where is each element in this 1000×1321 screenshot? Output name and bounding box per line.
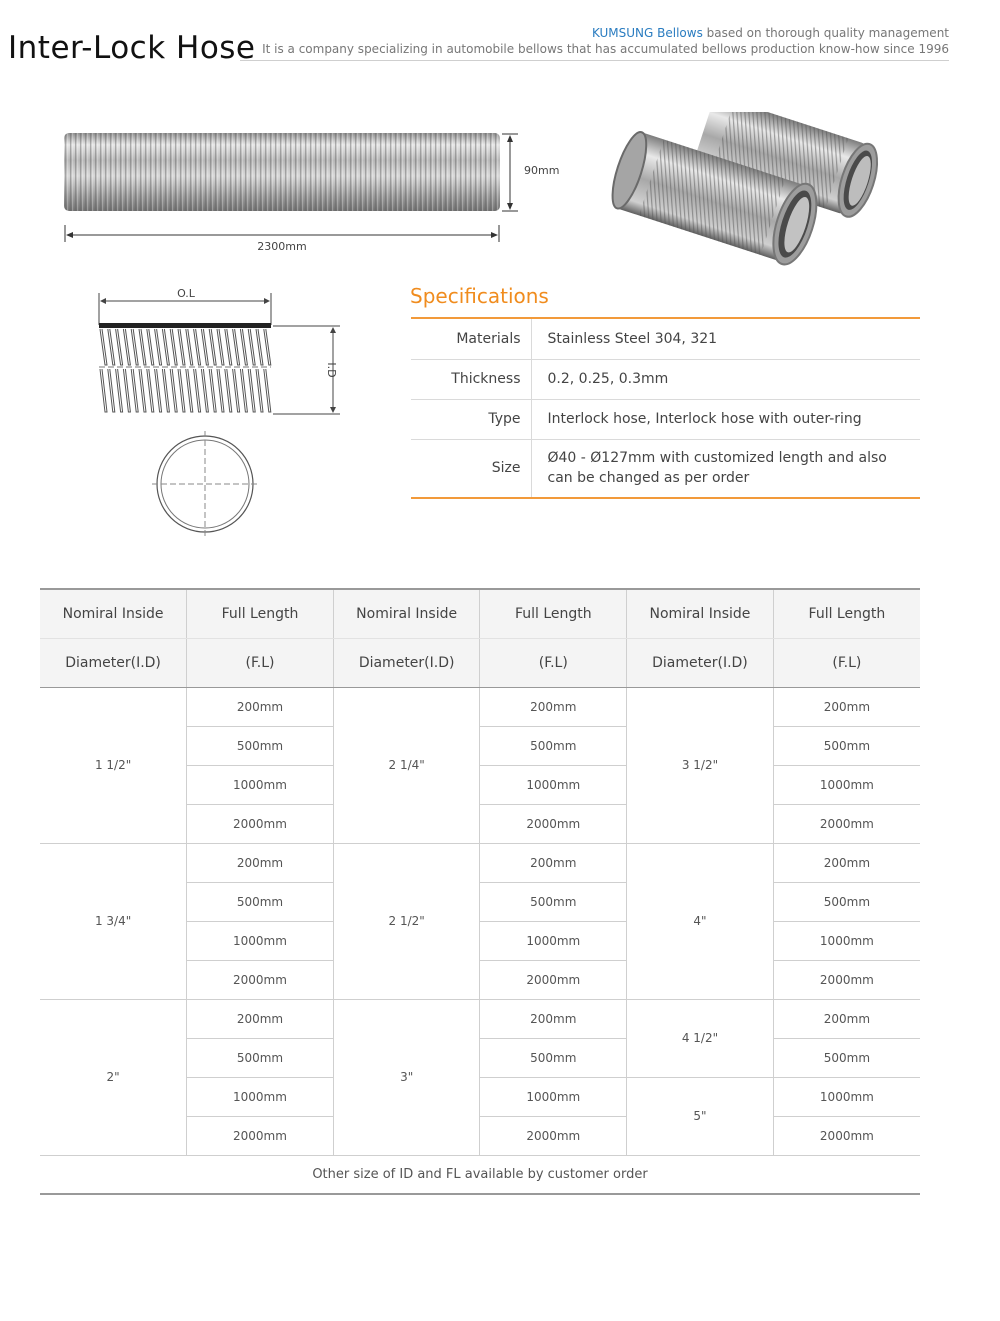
header-cell: Nomiral Inside xyxy=(40,589,187,638)
length-cell: 2000mm xyxy=(187,804,334,843)
length-cell: 200mm xyxy=(480,999,627,1038)
spec-value: Ø40 - Ø127mm with customized length and also can be changed as per order xyxy=(547,450,887,487)
header-cell: Diameter(I.D) xyxy=(333,638,480,687)
height-label: 90mm xyxy=(524,164,560,177)
length-cell: 200mm xyxy=(187,687,334,726)
length-cell: 1000mm xyxy=(773,921,920,960)
diameter-cell: 3" xyxy=(333,999,480,1155)
table-row xyxy=(40,999,920,1038)
length-cell: 1000mm xyxy=(773,765,920,804)
company-tagline xyxy=(262,25,949,57)
table-note: Other size of ID and FL available by customer order xyxy=(40,1155,920,1194)
spec-label: Type xyxy=(411,399,531,439)
diameter-cell: 4 1/2" xyxy=(627,999,774,1077)
spec-label: Size xyxy=(411,439,531,498)
length-cell: 500mm xyxy=(480,1038,627,1077)
spec-value: Stainless Steel 304, 321 xyxy=(531,318,920,359)
size-table xyxy=(40,588,920,1195)
header-cell: (F.L) xyxy=(480,638,627,687)
header-cell: (F.L) xyxy=(773,638,920,687)
size-table-header-bottom xyxy=(40,638,920,687)
length-cell: 500mm xyxy=(187,1038,334,1077)
length-cell: 1000mm xyxy=(480,1077,627,1116)
length-label: 2300mm xyxy=(257,240,307,253)
length-cell: 500mm xyxy=(773,882,920,921)
header-cell: (F.L) xyxy=(187,638,334,687)
diameter-cell: 2 1/2" xyxy=(333,843,480,999)
length-cell: 200mm xyxy=(187,843,334,882)
length-cell: 2000mm xyxy=(773,960,920,999)
diameter-cell: 4" xyxy=(627,843,774,999)
diameter-cell: 1 3/4" xyxy=(40,843,187,999)
length-cell: 2000mm xyxy=(187,1116,334,1155)
length-cell: 200mm xyxy=(480,687,627,726)
specifications-table xyxy=(411,317,920,499)
table-note-row xyxy=(40,1155,920,1194)
table-row xyxy=(40,687,920,726)
hose-photo-pair xyxy=(600,112,890,272)
length-cell: 200mm xyxy=(773,999,920,1038)
page-title: Inter-Lock Hose xyxy=(8,30,256,66)
diameter-cell: 1 1/2" xyxy=(40,687,187,843)
header-cell: Diameter(I.D) xyxy=(40,638,187,687)
diameter-cell: 2 1/4" xyxy=(333,687,480,843)
length-cell: 2000mm xyxy=(187,960,334,999)
length-cell: 2000mm xyxy=(480,1116,627,1155)
diameter-cell: 2" xyxy=(40,999,187,1155)
tagline-text: based on thorough quality management xyxy=(702,26,949,40)
header-cell: Full Length xyxy=(187,589,334,638)
spec-row-size xyxy=(411,439,920,498)
length-cell: 2000mm xyxy=(773,804,920,843)
spec-value: Interlock hose, Interlock hose with outer-ring xyxy=(531,399,920,439)
hose-technical-drawing xyxy=(90,285,350,545)
table-row xyxy=(40,843,920,882)
length-cell: 1000mm xyxy=(187,765,334,804)
diameter-cell: 5" xyxy=(627,1077,774,1155)
length-cell: 200mm xyxy=(187,999,334,1038)
length-cell: 1000mm xyxy=(773,1077,920,1116)
spec-row-thickness xyxy=(411,359,920,399)
brand-name: KUMSUNG Bellows xyxy=(591,26,703,40)
spec-label: Thickness xyxy=(411,359,531,399)
ol-label: O.L xyxy=(177,287,195,300)
length-cell: 200mm xyxy=(480,843,627,882)
spec-value: 0.2, 0.25, 0.3mm xyxy=(531,359,920,399)
header-cell: Diameter(I.D) xyxy=(627,638,774,687)
id-label: I.D xyxy=(325,362,338,378)
spec-label: Materials xyxy=(411,318,531,359)
length-cell: 500mm xyxy=(480,726,627,765)
header-cell: Nomiral Inside xyxy=(627,589,774,638)
size-table-header-top xyxy=(40,589,920,638)
length-cell: 1000mm xyxy=(480,765,627,804)
length-cell: 1000mm xyxy=(187,1077,334,1116)
hose-photo-straight xyxy=(60,125,570,260)
length-cell: 1000mm xyxy=(187,921,334,960)
length-cell: 500mm xyxy=(773,726,920,765)
header-cell: Full Length xyxy=(480,589,627,638)
spec-row-type xyxy=(411,399,920,439)
length-cell: 2000mm xyxy=(773,1116,920,1155)
spec-row-materials xyxy=(411,318,920,359)
length-cell: 200mm xyxy=(773,687,920,726)
company-description: It is a company specializing in automobile bellows that has accumulated bellows production know-how since 1996 xyxy=(262,42,949,56)
header-cell: Nomiral Inside xyxy=(333,589,480,638)
specifications-title: Specifications xyxy=(410,284,549,308)
header-cell: Full Length xyxy=(773,589,920,638)
length-cell: 2000mm xyxy=(480,804,627,843)
header-divider xyxy=(240,60,949,61)
diameter-cell: 3 1/2" xyxy=(627,687,774,843)
length-cell: 500mm xyxy=(187,726,334,765)
length-cell: 2000mm xyxy=(480,960,627,999)
length-cell: 500mm xyxy=(480,882,627,921)
length-cell: 200mm xyxy=(773,843,920,882)
length-cell: 1000mm xyxy=(480,921,627,960)
length-cell: 500mm xyxy=(187,882,334,921)
length-cell: 500mm xyxy=(773,1038,920,1077)
